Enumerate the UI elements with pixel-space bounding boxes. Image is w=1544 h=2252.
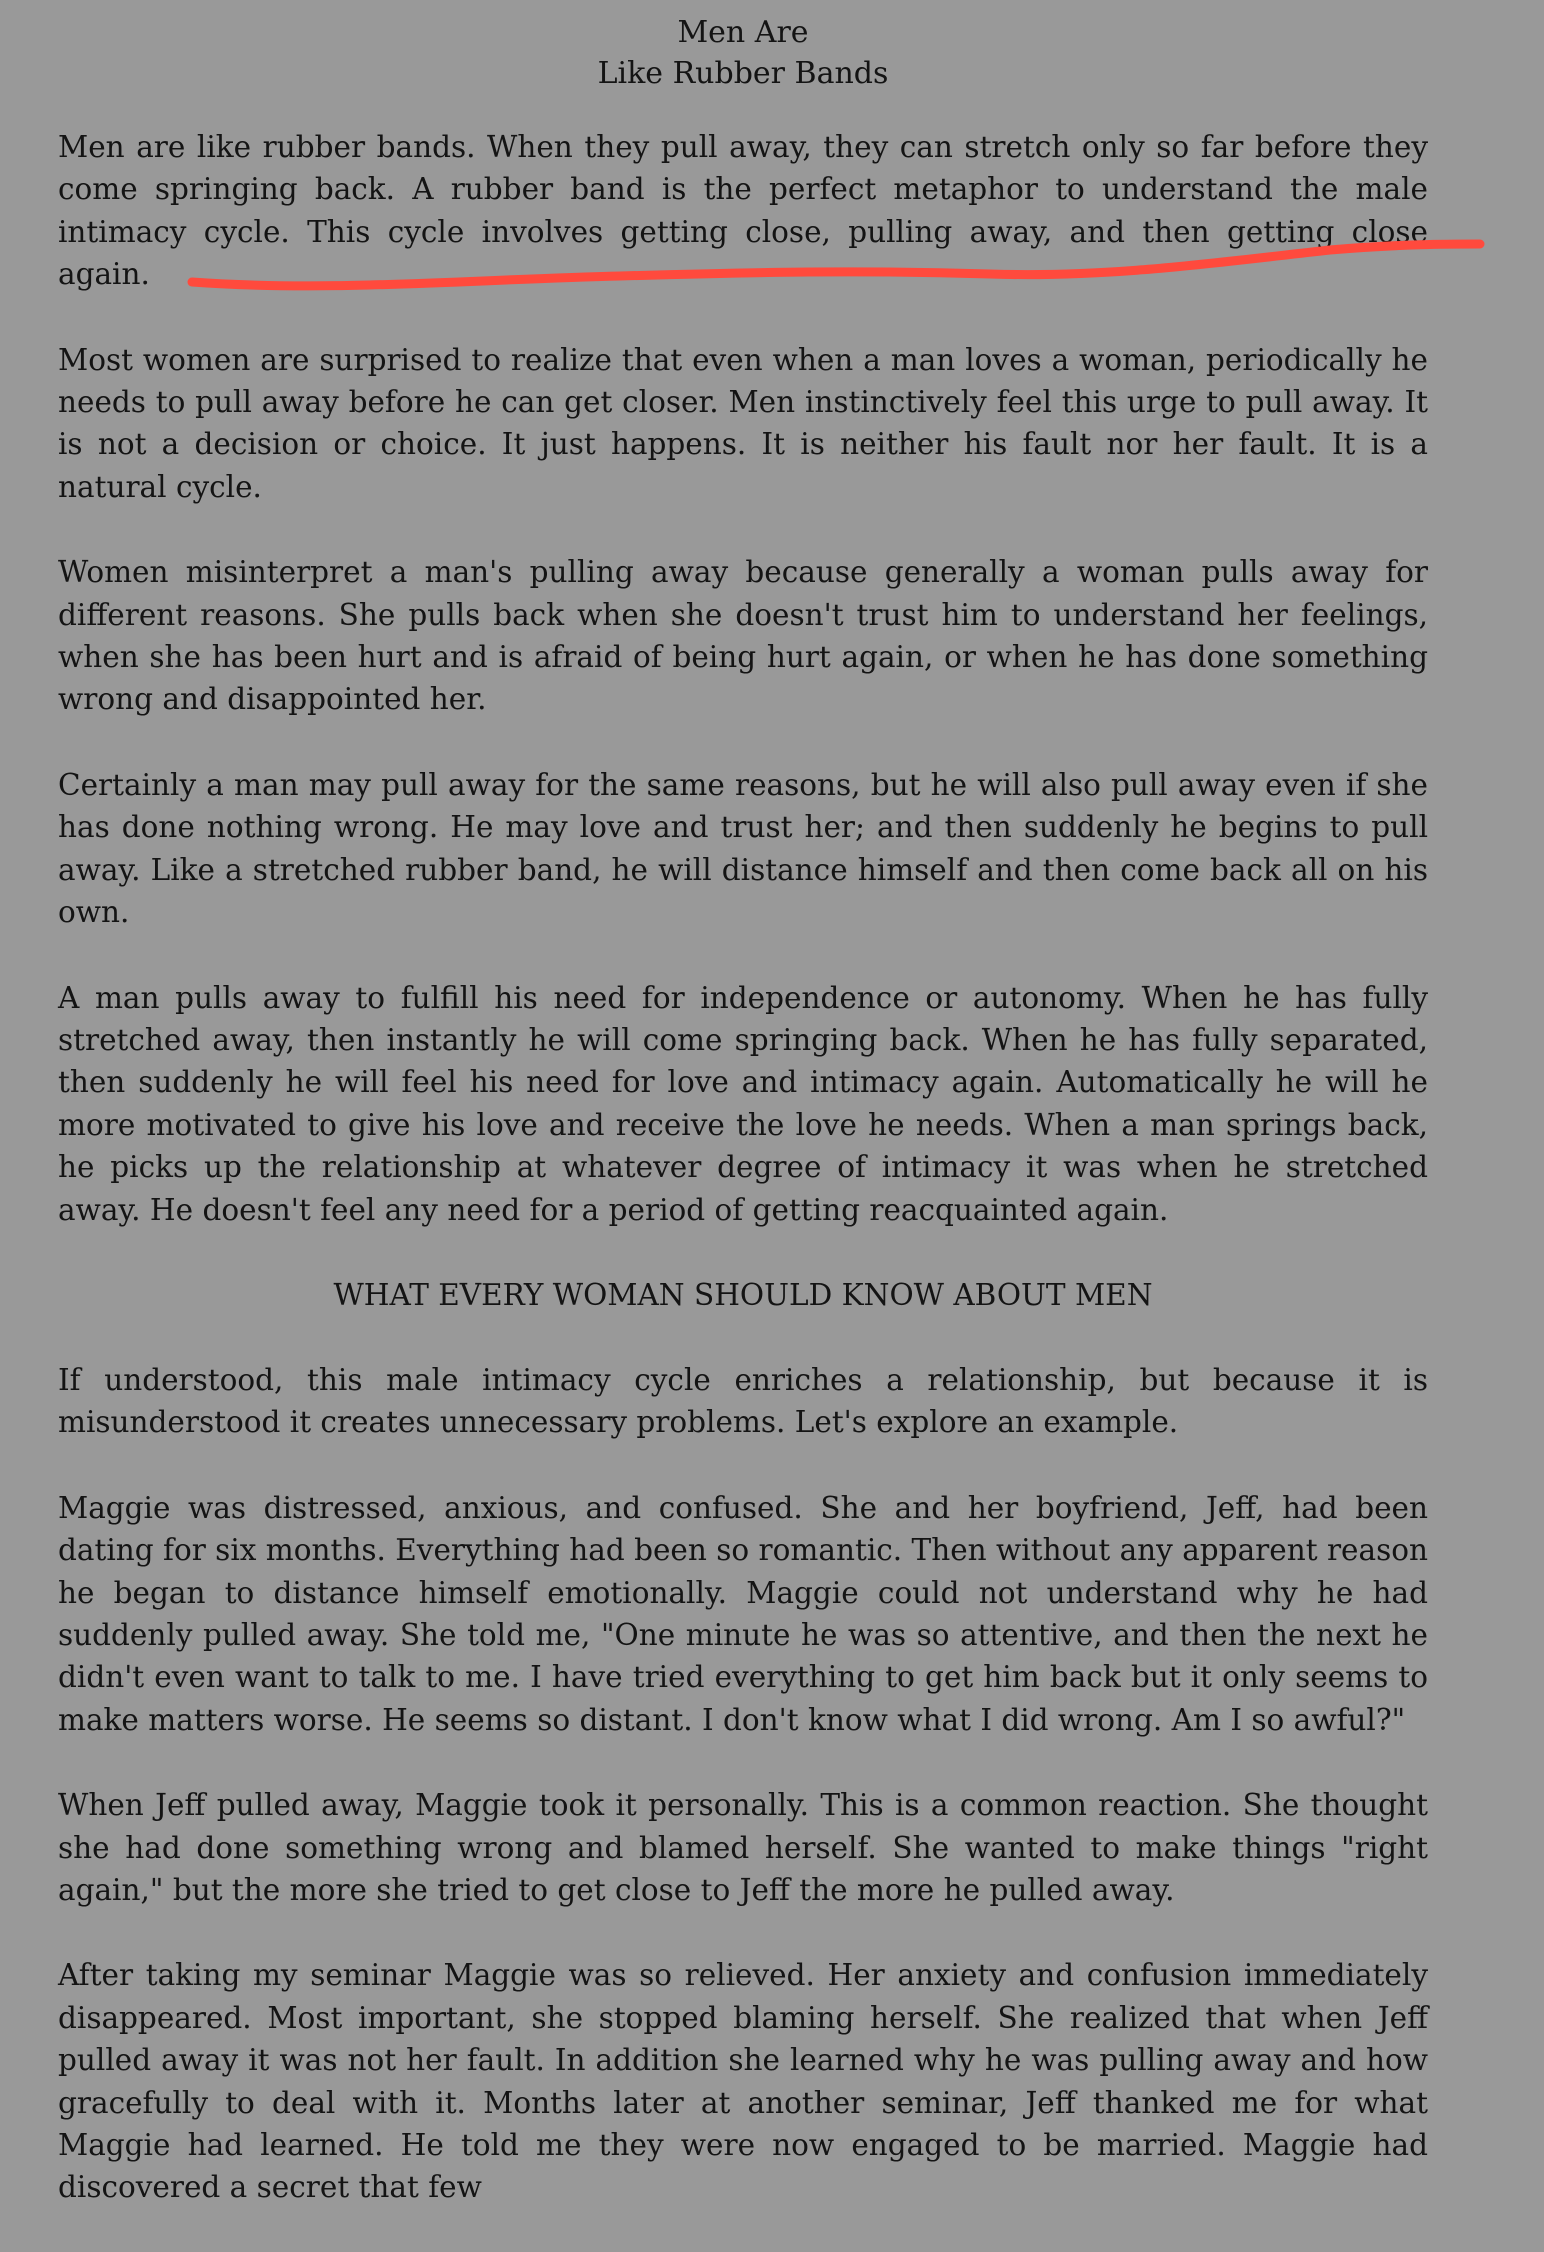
- paragraph: If understood, this male intimacy cycle enriches a relationship, but because it is misunderstood it creates unnecessary problems. Let's explore an example.: [58, 1362, 1428, 1440]
- chapter-title-line-1: Men Are: [677, 15, 809, 50]
- section-heading: WHAT EVERY WOMAN SHOULD KNOW ABOUT MEN: [333, 1277, 1153, 1312]
- chapter-title: [58, 12, 1428, 94]
- paragraph: Men are like rubber bands. When they pull away, they can stretch only so far before they come springing back. A rubber band is the perfect metaphor to understand the male intimacy cycle. This cycle involves getting close, pulling away, and then getting close again.: [58, 130, 1428, 292]
- paragraph: Maggie was distressed, anxious, and confused. She and her boyfriend, Jeff, had been dating for six months. Everything had been so romantic. Then without any apparent reason he began to distance himself emotionally. Maggie could not understand why he had suddenly pulled away. She told me, "One minute he was so attentive, and then the next he didn't even want to talk to me. I have tried everything to get him back but it only seems to make matters worse. He seems so distant. I don't know what I did wrong. Am I so awful?": [58, 1490, 1428, 1737]
- paragraph: Women misinterpret a man's pulling away because generally a woman pulls away for different reasons. She pulls back when she doesn't trust him to understand her feelings, when she has been hurt and is afraid of being hurt again, or when he has done something wrong and disappointed her.: [58, 555, 1428, 717]
- paragraph: When Jeff pulled away, Maggie took it personally. This is a common reaction. She thought she had done something wrong and blamed herself. She wanted to make things "right again," but the more she tried to get close to Jeff the more he pulled away.: [58, 1788, 1428, 1907]
- paragraph: Most women are surprised to realize that even when a man loves a woman, periodically he needs to pull away before he can get closer. Men instinctively feel this urge to pull away. It is not a decision or choice. It just happens. It is neither his fault nor her fault. It is a natural cycle.: [58, 342, 1428, 504]
- paragraph: After taking my seminar Maggie was so relieved. Her anxiety and confusion immediately disappeared. Most important, she stopped blaming herself. She realized that when Jeff pulled away it was not her fault. In addition she learned why he was pulling away and how gracefully to deal with it. Months later at another seminar, Jeff thanked me for what Maggie had learned. He told me they were now engaged to be married. Maggie had discovered a secret that few: [58, 1958, 1428, 2205]
- paragraph: Certainly a man may pull away for the same reasons, but he will also pull away even if she has done nothing wrong. He may love and trust her; and then suddenly he begins to pull away. Like a stretched rubber band, he will distance himself and then come back all on his own.: [58, 767, 1428, 930]
- paragraph: A man pulls away to fulfill his need for independence or autonomy. When he has fully stretched away, then instantly he will come springing back. When he has fully separated, then suddenly he will feel his need for love and intimacy again. Automatically he will he more motivated to give his love and receive the love he needs. When a man springs back, he picks up the relationship at whatever degree of intimacy it was when he stretched away. He doesn't feel any need for a period of getting reacquainted again.: [58, 980, 1428, 1227]
- chapter-title-line-2: Like Rubber Bands: [597, 56, 889, 91]
- book-page: [58, 12, 1428, 2252]
